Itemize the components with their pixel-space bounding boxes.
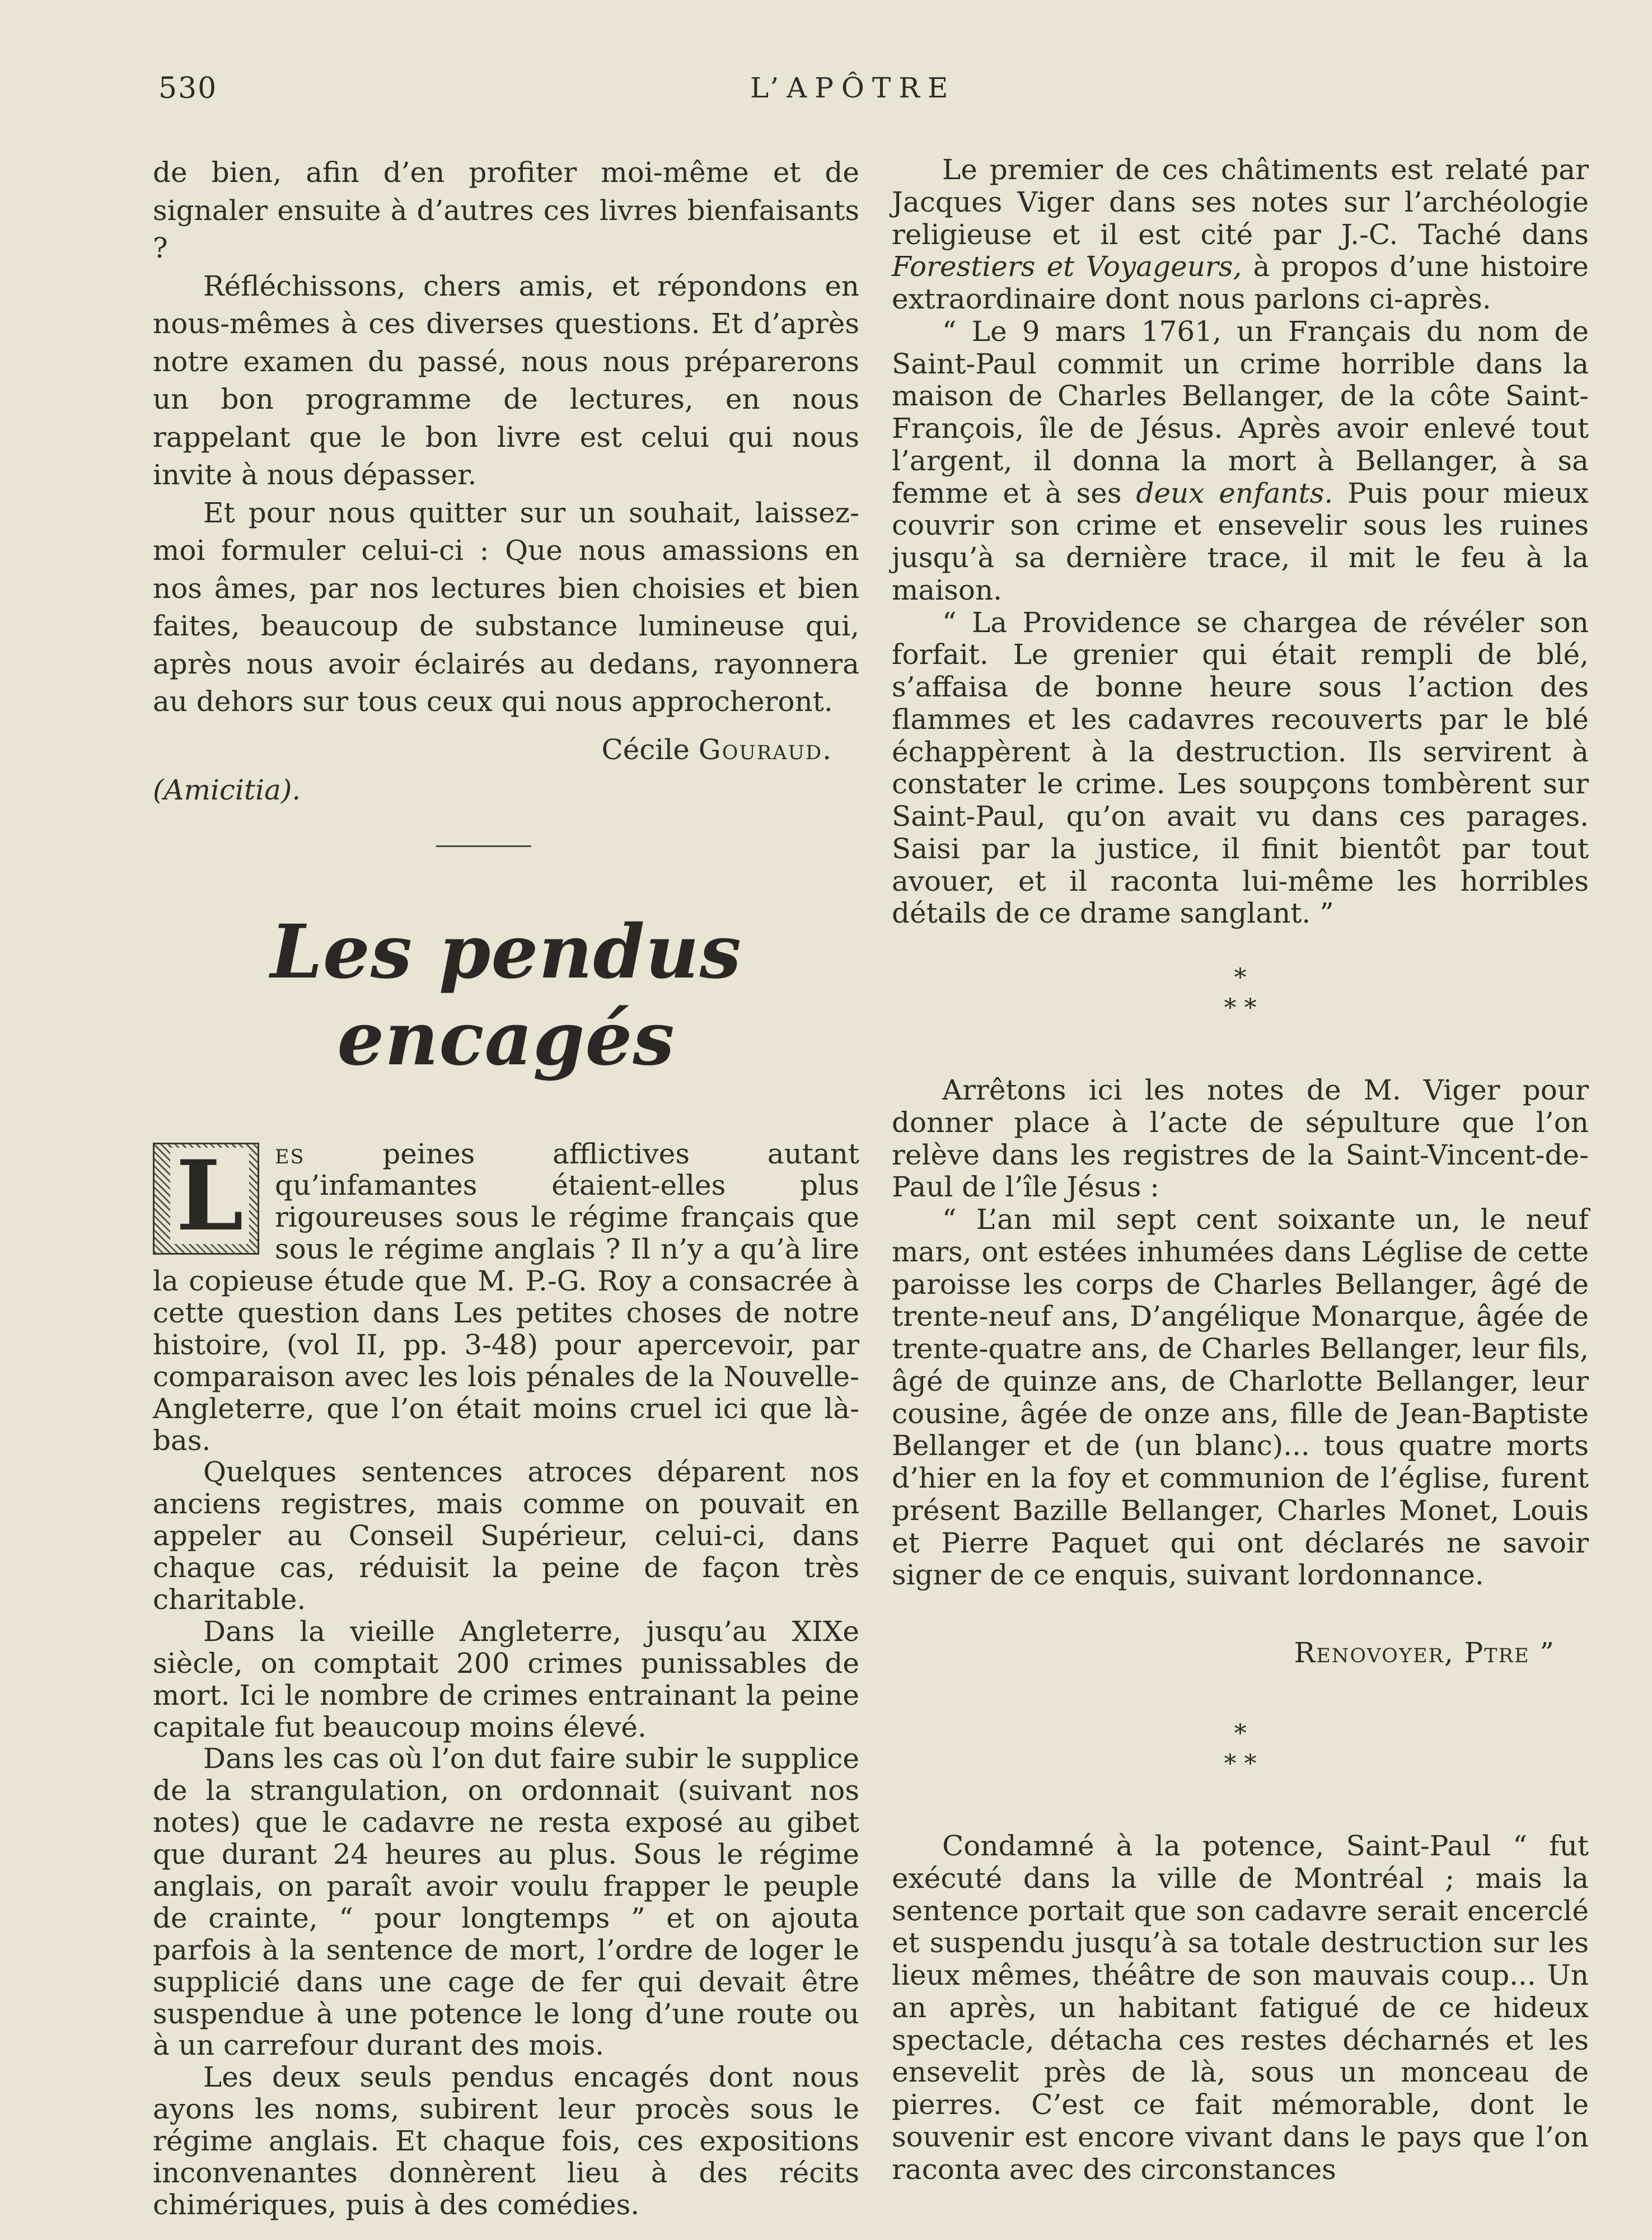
article-body [153,1138,859,2221]
paragraph [892,154,1589,316]
page-number: 530 [158,72,218,105]
paragraph: “ L’an mil sept cent soixante un, le neuf mars, ont estées inhumées dans Léglise de cette paroisse les corps de Charles Bellanger, âgé de trente-neuf ans, D’angélique Monarque, âgée de trente-quatre ans, de Charles Bellanger, leur fils, âgé de quinze ans, de Charlotte Bellanger, leur cousine, âgée de onze ans, fille de Jean-Baptiste Bellanger et de (un blanc)... tous quatre morts d’hier en la foy et communion de l’église, furent présent Bazille Bellanger, Charles Monet, Louis et Pierre Paquet qui ont déclarés ne savoir signer de ce enquis, suivant lordonnance. [892,1203,1589,1592]
paragraph: Et pour nous quitter sur un souhait, laissez-moi formuler celui-ci : Que nous amassions en nos âmes, par nos lectures bien choisies et bien faites, beaucoup de substance lumineuse qui, après nous avoir éclairés au dedans, rayonnera au dehors sur tous ceux qui nous approcheront. [153,496,859,718]
paragraph: Dans les cas où l’on dut faire subir le supplice de la strangulation, on ordonnait (suivant nos notes) que le cadavre ne resta exposé au gibet que durant 24 heures au plus. Sous le régime anglais, on paraît avoir voulu frapper le peuple de crainte, “ pour longtemps ” et on ajouta parfois à la sentence de mort, l’ordre de loger le supplicié dans une cage de fer qui devait être suspendue à une potence le long d’une route ou à un carrefour durant des mois. [153,1742,859,2062]
book-title: Forestiers et Voyageurs, [892,250,1242,283]
text-run: Le premier de ces châtiments est relaté par Jacques Viger dans ses notes sur l’archéologie religieuse et il est cité par J.-C. Taché dans [892,153,1589,251]
page-header [0,72,1652,116]
paragraph: Condamné à la potence, Saint-Paul “ fut exécuté dans la ville de Montréal ; mais la sentence portait que son cadavre serait encerclé et suspendu jusqu’à sa totale destruction sur les lieux mêmes, théâtre de son mauvais coup... Un an après, un habitant fatigué de ce hideux spectacle, détacha ces restes décharnés et les ensevelit près de là, sous un monceau de pierres. C’est ce fait mémorable, dont le souvenir est encore vivant dans le pays que l’on raconta avec des circonstances [892,1830,1589,2186]
left-column [153,154,859,2221]
text-run: à propos d’une histoire extraordinaire dont nous parlons ci-après. [892,250,1589,315]
text-run: “ Le 9 mars 1761, un Français du nom de Saint-Paul commit un crime horrible dans la maison de Charles Bellanger, de la côte Saint-François, île de Jésus. Après avoir enlevé tout l’argent, il donna la mort à Bellanger, à sa femme et à ses [892,315,1589,509]
paragraph: “ La Providence se chargea de révéler son forfait. Le grenier qui était rempli de blé, s’affaisa de bonne heure sous l’action des flammes et les cadavres recouverts par le blé échappèrent à la destruction. Ils servirent à constater le crime. Les soupçons tombèrent sur Saint-Paul, qu’on avait vu dans ces parages. Saisi par la justice, il finit bientôt par tout avouer, et il raconta lui-même les horribles détails de ce drame sanglant. ” [892,606,1589,930]
star-line: * [1234,964,1247,992]
running-title: L’APÔTRE [750,72,956,104]
ornamental-dropcap [153,1138,259,1255]
author-last-name: Gouraud. [698,733,832,766]
section-break-stars [892,1719,1589,1780]
section-break-stars [892,964,1589,1024]
first-word-rest: es [275,1137,305,1170]
previous-article-end [153,154,859,847]
paragraph [892,316,1589,607]
source-name: (Amicitia). [153,773,301,806]
paragraph: Arrêtons ici les notes de M. Viger pour donner place à l’acte de sépulture que l’on relève dans les registres de la Saint-Vincent-de-Paul de l’île Jésus : [892,1074,1589,1204]
priest-signature: Renovoyer, Ptre ” [1294,1636,1555,1669]
paragraph: Réfléchissons, chers amis, et répondons en nous-mêmes à ces diverses questions. Et d’après notre examen du passé, nous nous préparerons un bon programme de lectures, en nous rappelant que le bon livre est celui qui nous invite à nous dépasser. [153,269,859,491]
paragraph: Dans la vieille Angleterre, jusqu’au XIXe siècle, on comptait 200 crimes punissables de mort. Ici le nombre de crimes entrainant la peine capitale fut beaucoup moins élevé. [153,1615,859,1743]
paragraph-text: peines afflictives autant qu’infamantes étaient-elles plus rigoureuses sous le régime français que sous le régime anglais ? Il n’y a qu’à lire la copieuse étude que M. P.-G. Roy a consacrée à cette question dans Les petites choses de notre histoire, (vol II, pp. 3-48) pour apercevoir, par comparaison avec les lois pénales de la Nouvelle-Angleterre, que l’on était moins cruel ici que là-bas. [153,1137,859,1457]
author-first-name: Cécile [601,733,690,766]
paragraph: de bien, afin d’en profiter moi-même et de signaler ensuite à d’autres ces livres bienfaisants ? [153,156,859,264]
emphasis: deux enfants. [1136,476,1333,509]
right-column [892,154,1589,2186]
article-headline: Les pendus encagés [270,908,742,1082]
author-signature [153,733,859,766]
star-line: * * [1224,994,1257,1022]
star-line: * [1234,1719,1247,1748]
paragraph: Quelques sentences atroces déparent nos anciens registres, mais comme on pouvait en appeler au Conseil Supérieur, celui-ci, dans chaque cas, réduisit la peine de façon très charitable. [153,1456,859,1616]
section-divider [436,845,531,847]
star-line: * * [1224,1750,1257,1778]
text-run: Puis pour mieux couvrir son crime et ensevelir sous les ruines jusqu’à sa dernière trace, il mit le feu à la maison. [892,476,1589,606]
dropcap-letter: L [170,1148,249,1244]
source-citation [153,774,859,806]
paragraph: Les deux seuls pendus encagés dont nous ayons les noms, subirent leur procès sous le régime anglais. Et chaque fois, ces expositions inconvenantes donnèrent lieu à des récits chimériques, puis à des comédies. [153,2061,859,2221]
